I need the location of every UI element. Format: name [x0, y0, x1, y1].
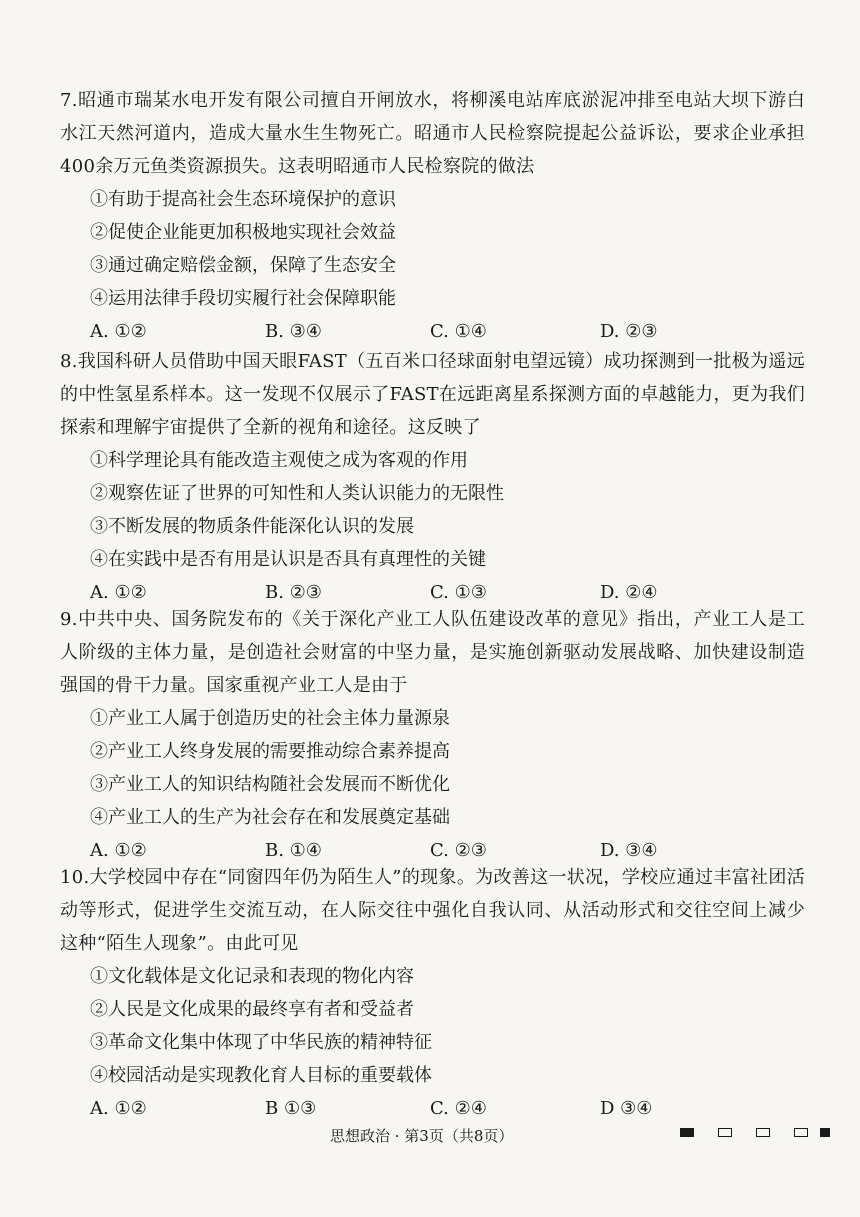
- question-stem: [60, 603, 805, 702]
- question-number: 9.: [60, 609, 78, 630]
- answer-choices: [60, 315, 805, 348]
- page-footer: [0, 1124, 860, 1148]
- question-9: [60, 603, 805, 867]
- option-1: ①有助于提高社会生态环境保护的意识: [90, 189, 396, 210]
- choice-a: A. ①②: [90, 321, 147, 342]
- hollow-mark-icon: [756, 1128, 770, 1137]
- option-2: ②人民是文化成果的最终享有者和受益者: [90, 999, 414, 1020]
- option-2: ②观察佐证了世界的可知性和人类认识能力的无限性: [90, 483, 504, 504]
- question-8: [60, 345, 805, 609]
- option-3: ③通过确定赔偿金额，保障了生态安全: [90, 255, 396, 276]
- question-10: [60, 861, 805, 1125]
- choice-b: B ①③: [265, 1098, 317, 1119]
- option-1: ①文化载体是文化记录和表现的物化内容: [90, 966, 414, 987]
- question-stem: [60, 861, 805, 960]
- option-1: ①产业工人属于创造历史的社会主体力量源泉: [90, 708, 450, 729]
- choice-c: C. ②④: [430, 1098, 487, 1119]
- question-text: 大学校园中存在“同窗四年仍为陌生人”的现象。为改善这一状况，学校应通过丰富社团活动等形式，促进学生交流互动，在人际交往中强化自我认同、从活动形式和交往空间上减少这种“陌生人现象”。由此可见: [60, 867, 805, 954]
- question-text: 昭通市瑞某水电开发有限公司擅自开闸放水，将柳溪电站库底淤泥冲排至电站大坝下游白水江天然河道内，造成大量水生生物死亡。昭通市人民检察院提起公益诉讼，要求企业承担400余万元鱼类资源损失。这表明昭通市人民检察院的做法: [60, 90, 805, 177]
- choice-b: B. ①④: [265, 840, 322, 861]
- hollow-mark-icon: [794, 1128, 808, 1137]
- choice-c: C. ①④: [430, 321, 487, 342]
- question-number: 8.: [60, 351, 78, 372]
- question-text: 我国科研人员借助中国天眼FAST（五百米口径球面射电望远镜）成功探测到一批极为遥远的中性氢星系样本。这一发现不仅展示了FAST在远距离星系探测方面的卓越能力，更为我们探索和理解宇宙提供了全新的视角和途径。这反映了: [60, 351, 805, 438]
- question-stem: [60, 84, 805, 183]
- option-3: ③不断发展的物质条件能深化认识的发展: [90, 516, 414, 537]
- choice-a: A. ①②: [90, 840, 147, 861]
- filled-mark-icon: [820, 1128, 830, 1137]
- choice-b: B. ②③: [265, 582, 322, 603]
- question-number: 7.: [60, 90, 78, 111]
- question-stem: [60, 345, 805, 444]
- question-text: 中共中央、国务院发布的《关于深化产业工人队伍建设改革的意见》指出，产业工人是工人阶级的主体力量，是创造社会财富的中坚力量，是实施创新驱动发展战略、加快建设制造强国的骨干力量。国家重视产业工人是由于: [60, 609, 805, 696]
- choice-a: A. ①②: [90, 1098, 147, 1119]
- choice-d: D. ③④: [600, 840, 658, 861]
- page-number-label: 思想政治 · 第3页（共8页）: [330, 1127, 514, 1145]
- option-3: ③革命文化集中体现了中华民族的精神特征: [90, 1032, 432, 1053]
- option-4: ④产业工人的生产为社会存在和发展奠定基础: [90, 807, 450, 828]
- choice-b: B. ③④: [265, 321, 322, 342]
- option-2: ②产业工人终身发展的需要推动综合素养提高: [90, 741, 450, 762]
- choice-d: D. ②④: [600, 582, 658, 603]
- hollow-mark-icon: [718, 1128, 732, 1137]
- option-2: ②促使企业能更加积极地实现社会效益: [90, 222, 396, 243]
- answer-choices: [60, 1092, 805, 1125]
- choice-d: D. ②③: [600, 321, 658, 342]
- question-7: [60, 84, 805, 348]
- option-4: ④在实践中是否有用是认识是否具有真理性的关键: [90, 549, 486, 570]
- option-3: ③产业工人的知识结构随社会发展而不断优化: [90, 774, 450, 795]
- choice-c: C. ①③: [430, 582, 487, 603]
- option-1: ①科学理论具有能改造主观使之成为客观的作用: [90, 450, 468, 471]
- choice-c: C. ②③: [430, 840, 487, 861]
- option-4: ④校园活动是实现教化育人目标的重要载体: [90, 1065, 432, 1086]
- filled-mark-icon: [680, 1128, 694, 1137]
- choice-d: D ③④: [600, 1098, 653, 1119]
- option-4: ④运用法律手段切实履行社会保障职能: [90, 288, 396, 309]
- question-number: 10.: [60, 867, 90, 888]
- choice-a: A. ①②: [90, 582, 147, 603]
